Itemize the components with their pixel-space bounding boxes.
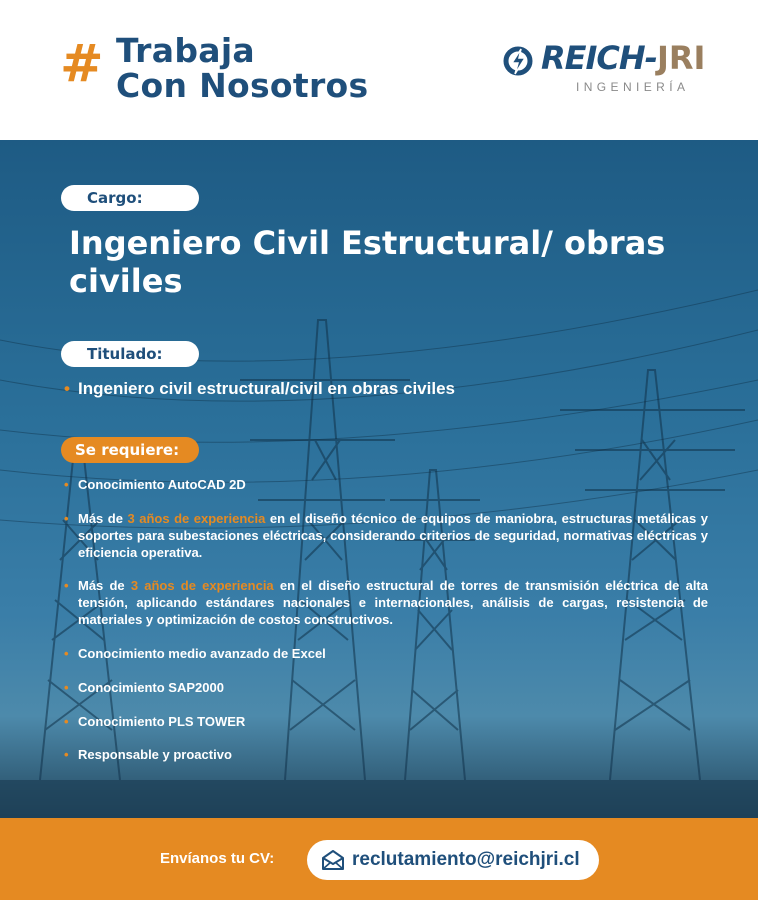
requirement-text [64,510,708,561]
bullet-icon: • [64,680,69,695]
requirements-label: Se requiere: [61,437,199,463]
titulado-label: Titulado: [61,341,199,367]
bullet-icon: • [64,477,69,492]
requirement-item [64,713,708,730]
requirement-item [64,577,708,628]
requirement-item [64,476,708,493]
email-link[interactable] [307,840,599,880]
logo-subtitle: INGENIERÍA [576,80,690,94]
requirement-text: Responsable y proactivo [78,747,232,762]
hash-icon: # [60,34,104,94]
bullet-icon: • [64,578,69,593]
company-logo [503,39,713,98]
logo-name-reich: REICH- [541,39,657,77]
requirement-item [64,679,708,696]
bullet-icon: • [64,646,69,661]
lightning-circle-icon [503,46,539,76]
experience-highlight: 3 años de experiencia [127,511,266,526]
experience-highlight: 3 años de experiencia [130,578,274,593]
envelope-icon [321,849,345,871]
requirement-item [64,510,708,561]
titulado-item [64,378,708,400]
bullet-icon: • [64,511,69,526]
cargo-label: Cargo: [61,185,199,211]
email-address[interactable]: reclutamiento@reichjri.cl [352,849,580,870]
logo-wordmark [541,39,706,77]
title-line-2: Con Nosotros [116,66,369,105]
bullet-icon: • [64,747,69,762]
footer [0,818,758,900]
titulado-item-text: Ingeniero civil estructural/civil en obras civiles [78,379,455,398]
requirement-text: Conocimiento PLS TOWER [78,714,246,729]
bullet-icon: • [64,714,69,729]
title-line-1: Trabaja [116,31,255,70]
requirement-text: Conocimiento AutoCAD 2D [78,477,246,492]
requirement-text [64,577,708,628]
requirement-text-pre: Más de [78,578,131,593]
requirement-text-pre: Más de [78,511,128,526]
requirement-text-post: en el diseño técnico de equipos de maniobra, estructuras metálicas y soportes para subestaciones eléctricas, considerando criterios de seguridad, normativas eléctricas y eficiencia operativa. [78,511,708,560]
send-cv-label: Envíanos tu CV: [160,850,275,867]
requirement-text: Conocimiento medio avanzado de Excel [78,646,326,661]
logo-name-jri: JRI [656,39,706,77]
requirement-text: Conocimiento SAP2000 [78,680,224,695]
main-panel [0,140,758,818]
requirement-item [64,645,708,662]
header [0,0,758,140]
job-title: Ingeniero Civil Estructural/ obras civiles [69,224,666,300]
requirement-item [64,746,708,763]
bullet-icon: • [64,379,70,398]
requirement-text-post: en el diseño estructural de torres de transmisión eléctrica de alta tensión, aplicando estándares nacionales e internacionales, análisis de cargas, resistencia de materiales y optimización de costos constructivos. [78,578,708,627]
